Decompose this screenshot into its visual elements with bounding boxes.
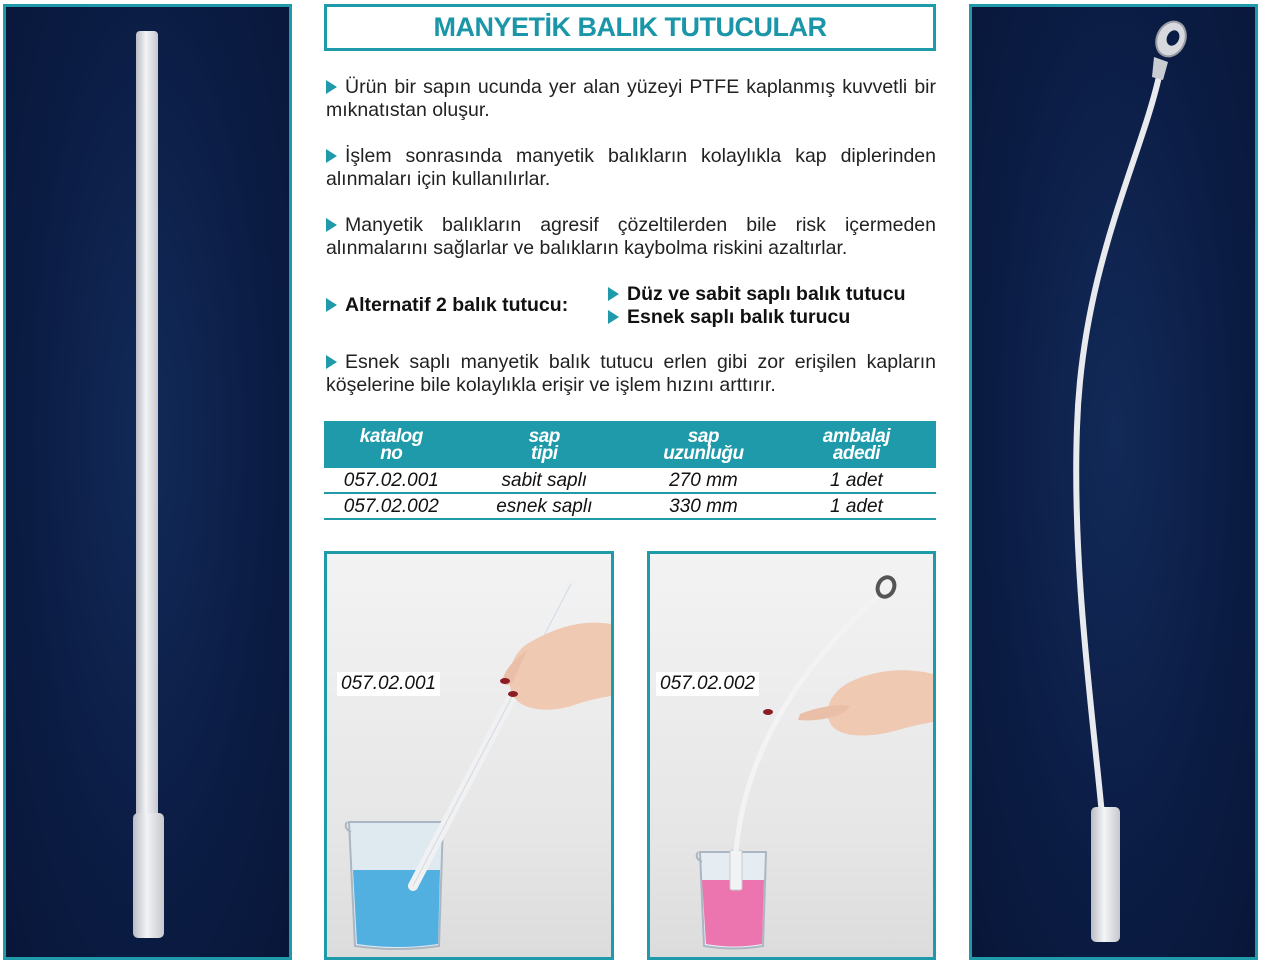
cell-package-qty: 1 adet: [777, 468, 936, 493]
header-handle-type: sap tipi: [459, 421, 630, 468]
cell-catalog-no: 057.02.002: [324, 493, 459, 519]
header-catalog-no: katalog no: [324, 421, 459, 468]
left-product-panel: [3, 4, 292, 960]
right-product-panel: [969, 4, 1258, 960]
arrow-bullet-icon: [326, 80, 337, 94]
description-paragraph-5: [326, 351, 936, 397]
flexible-usage-illustration: [650, 554, 933, 957]
arrow-bullet-icon: [326, 355, 337, 369]
alternative-option-2: Esnek saplı balık turucu: [608, 306, 850, 329]
paragraph-text: Esnek saplı manyetik balık tutucu erlen gibi zor erişilen kapların köşelerine bile kolaylıkla erişir ve işlem hızını arttırır.: [326, 351, 936, 396]
description-paragraph-2: [326, 145, 936, 191]
arrow-bullet-icon: [326, 218, 337, 232]
photo-catalog-label: 057.02.002: [656, 672, 759, 696]
rigid-usage-illustration: [327, 554, 611, 957]
paragraph-text: Manyetik balıkların agresif çözeltilerden bile risk içermeden alınmalarını sağlarlar ve balıkların kaybolma riskini azaltırlar.: [326, 214, 936, 259]
spec-table: [324, 421, 936, 520]
title-box: [324, 4, 936, 51]
cell-handle-length: 270 mm: [630, 468, 777, 493]
usage-photo-flexible: [647, 551, 936, 960]
arrow-bullet-icon: [608, 287, 619, 301]
table-row: [324, 493, 936, 519]
cell-handle-length: 330 mm: [630, 493, 777, 519]
usage-photo-rigid: [324, 551, 614, 960]
table-header-row: [324, 421, 936, 468]
cell-package-qty: 1 adet: [777, 493, 936, 519]
arrow-bullet-icon: [608, 310, 619, 324]
paragraph-text: İşlem sonrasında manyetik balıkların kolaylıkla kap diplerinden alınmaları için kullanılırlar.: [326, 145, 936, 190]
cell-handle-type: sabit saplı: [459, 468, 630, 493]
flexible-retriever-image: [972, 7, 1255, 957]
header-handle-length: sap uzunluğu: [630, 421, 777, 468]
header-package-qty: ambalaj adedi: [777, 421, 936, 468]
photo-catalog-label: 057.02.001: [337, 672, 440, 696]
description-paragraph-3: [326, 214, 936, 260]
table-row: [324, 468, 936, 493]
alternative-option-1: Düz ve sabit saplı balık tutucu: [608, 283, 905, 306]
arrow-bullet-icon: [326, 149, 337, 163]
arrow-bullet-icon: [326, 298, 337, 312]
paragraph-text: Ürün bir sapın ucunda yer alan yüzeyi PTFE kaplanmış kuvvetli bir mıknatıstan oluşur.: [326, 76, 936, 121]
page-title: MANYETİK BALIK TUTUCULAR: [433, 12, 827, 42]
description-paragraph-1: [326, 76, 936, 122]
alternatives-row: [326, 283, 938, 331]
cell-handle-type: esnek saplı: [459, 493, 630, 519]
alternatives-label: Alternatif 2 balık tutucu:: [326, 294, 568, 317]
rigid-retriever-image: [6, 7, 289, 957]
cell-catalog-no: 057.02.001: [324, 468, 459, 493]
